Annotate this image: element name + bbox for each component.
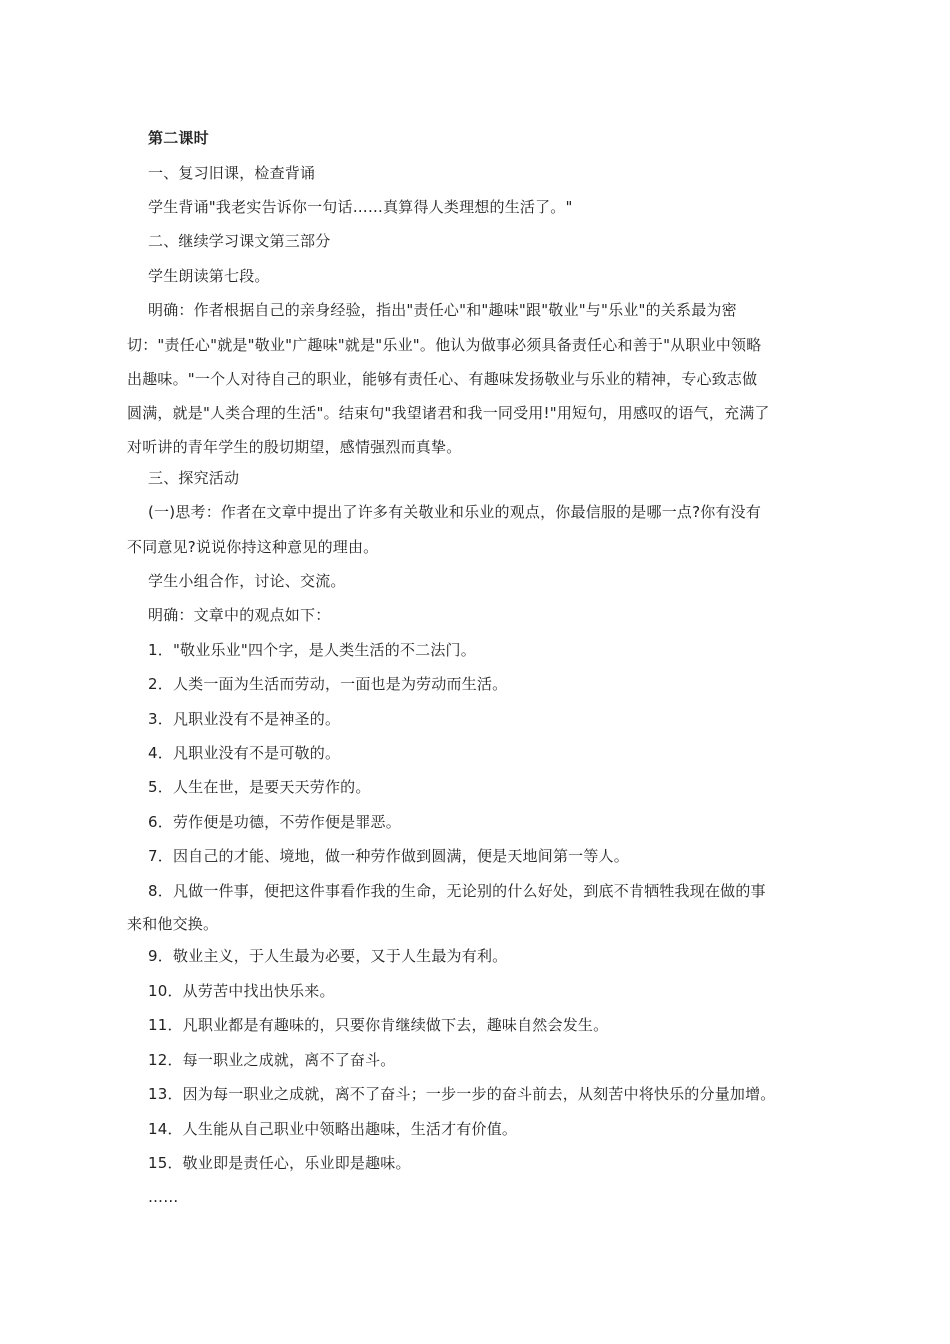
think-line: (一)思考：作者在文章中提出了许多有关敬业和乐业的观点，你最信服的是哪一点?你有没有 bbox=[148, 503, 762, 521]
viewpoint-item: 9．敬业主义，于人生最为必要，又于人生最为有利。 bbox=[148, 947, 508, 965]
clarify-line: 对听讲的青年学生的殷切期望，感情强烈而真挚。 bbox=[127, 438, 462, 456]
lesson-title: 第二课时 bbox=[148, 129, 209, 147]
viewpoint-item: 13．因为每一职业之成就，离不了奋斗；一步一步的奋斗前去，从刻苦中将快乐的分量加增。 bbox=[148, 1085, 776, 1103]
viewpoints-intro: 明确：文章中的观点如下： bbox=[148, 606, 331, 624]
viewpoint-item: 7．因自己的才能、境地，做一种劳作做到圆满，便是天地间第一等人。 bbox=[148, 847, 629, 865]
viewpoint-item: 1．"敬业乐业"四个字，是人类生活的不二法门。 bbox=[148, 641, 476, 659]
read-text: 学生朗读第七段。 bbox=[148, 267, 270, 285]
clarify-line: 圆满，就是"人类合理的生活"。结束句"我望诸君和我一同受用!"用短句，用感叹的语气，充满了 bbox=[127, 404, 770, 422]
viewpoint-item: 3．凡职业没有不是神圣的。 bbox=[148, 710, 341, 728]
explore-heading: 三、探究活动 bbox=[148, 469, 240, 487]
think-line: 不同意见?说说你持这种意见的理由。 bbox=[127, 538, 379, 556]
viewpoint-item: 6．劳作便是功德，不劳作便是罪恶。 bbox=[148, 813, 401, 831]
viewpoint-item: 11．凡职业都是有趣味的，只要你肯继续做下去，趣味自然会发生。 bbox=[148, 1016, 609, 1034]
clarify-line: 明确：作者根据自己的亲身经验，指出"责任心"和"趣味"跟"敬业"与"乐业"的关系最为密 bbox=[148, 301, 737, 319]
part3-heading: 二、继续学习课文第三部分 bbox=[148, 232, 331, 250]
review-heading: 一、复习旧课，检查背诵 bbox=[148, 164, 316, 182]
viewpoint-item: 4．凡职业没有不是可敬的。 bbox=[148, 744, 341, 762]
viewpoint-item: 8．凡做一件事，便把这件事看作我的生命，无论别的什么好处，到底不肯牺牲我现在做的事 bbox=[148, 882, 766, 900]
review-text: 学生背诵"我老实告诉你一句话……真算得人类理想的生活了。" bbox=[148, 198, 573, 216]
clarify-line: 切："责任心"就是"敬业"广趣味"就是"乐业"。他认为做事必须具备责任心和善于"从职业中领略 bbox=[127, 336, 762, 354]
viewpoint-item: 5．人生在世，是要天天劳作的。 bbox=[148, 778, 371, 796]
viewpoint-item: 15．敬业即是责任心，乐业即是趣味。 bbox=[148, 1154, 411, 1172]
group-text: 学生小组合作，讨论、交流。 bbox=[148, 572, 346, 590]
clarify-line: 出趣味。"一个人对待自己的职业，能够有责任心、有趣味发扬敬业与乐业的精神，专心致志做 bbox=[127, 370, 758, 388]
ellipsis: …… bbox=[148, 1188, 179, 1206]
viewpoint-item: 12．每一职业之成就，离不了奋斗。 bbox=[148, 1051, 396, 1069]
viewpoint-item: 10．从劳苦中找出快乐来。 bbox=[148, 982, 335, 1000]
viewpoint-item: 14．人生能从自己职业中领略出趣味，生活才有价值。 bbox=[148, 1120, 518, 1138]
viewpoint-item: 2．人类一面为生活而劳动，一面也是为劳动而生活。 bbox=[148, 675, 508, 693]
viewpoint-item: 来和他交换。 bbox=[127, 915, 219, 933]
